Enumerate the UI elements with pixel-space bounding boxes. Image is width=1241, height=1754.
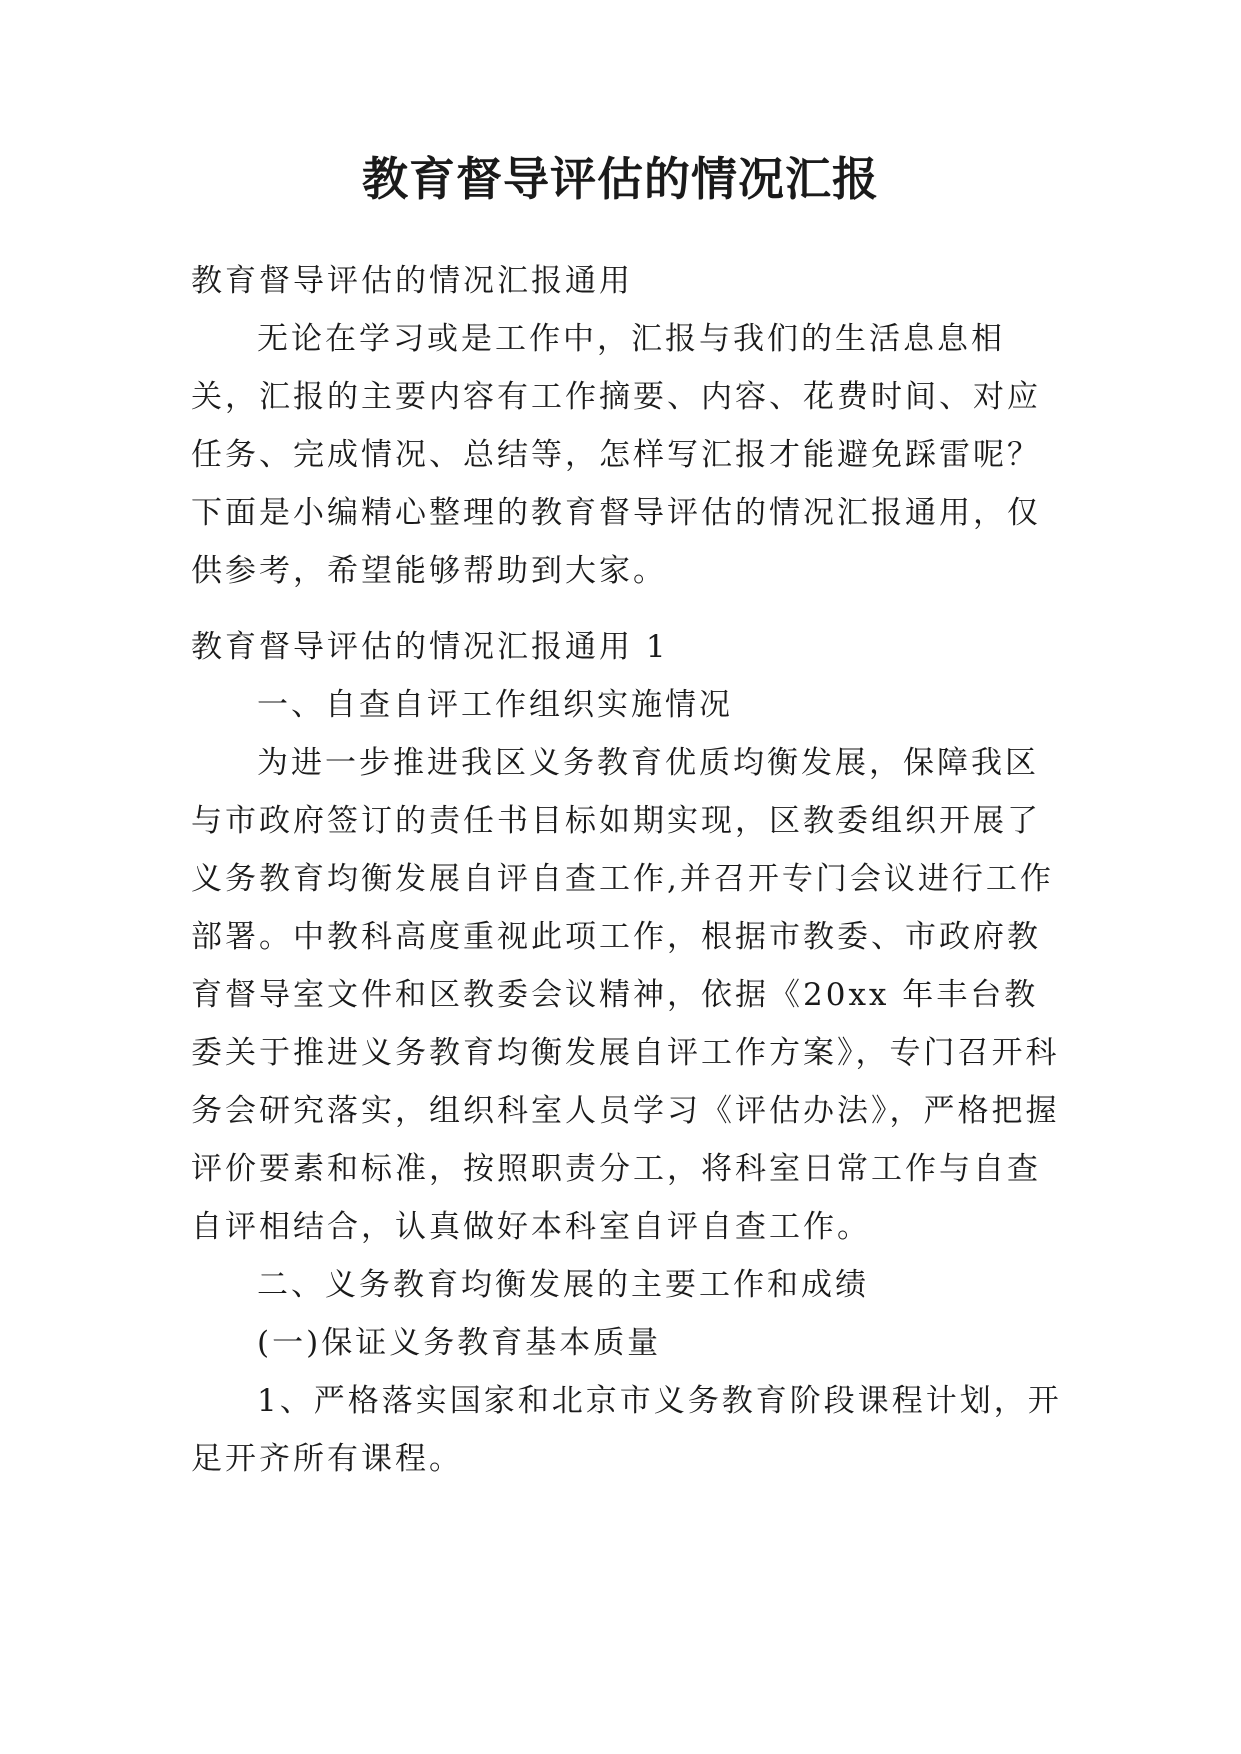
intro-heading: 教育督导评估的情况汇报通用: [191, 263, 633, 299]
part-1-heading: 一、自查自评工作组织实施情况: [257, 687, 733, 723]
section-1-block: [191, 618, 1071, 1488]
item-1-paragraph: 1、严格落实国家和北京市义务教育阶段课程计划，开足开齐所有课程。: [191, 1383, 1062, 1477]
intro-block: [191, 252, 1071, 600]
document-title: 教育督导评估的情况汇报: [362, 152, 879, 206]
section-1-heading: 教育督导评估的情况汇报通用 1: [191, 629, 669, 665]
part-1-paragraph: 为进一步推进我区义务教育优质均衡发展，保障我区与市政府签订的责任书目标如期实现，区教委组织开展了义务教育均衡发展自评自查工作,并召开专门会议进行工作部署。中教科高度重视此项工作，根据市教委、市政府教育督导室文件和区教委会议精神，依据《20xx 年丰台教委关于推进义务教育均衡发展自评工作方案》，专门召开科务会研究落实，组织科室人员学习《评估办法》，严格把握评价要素和标准，按照职责分工，将科室日常工作与自查自评相结合，认真做好本科室自评自查工作。: [191, 745, 1060, 1245]
part-2-heading: 二、义务教育均衡发展的主要工作和成绩: [257, 1267, 869, 1303]
sub-1-heading: (一)保证义务教育基本质量: [257, 1325, 662, 1361]
intro-paragraph: 无论在学习或是工作中，汇报与我们的生活息息相关，汇报的主要内容有工作摘要、内容、花费时间、对应任务、完成情况、总结等，怎样写汇报才能避免踩雷呢？下面是小编精心整理的教育督导评估的情况汇报通用，仅供参考，希望能够帮助到大家。: [191, 321, 1041, 589]
